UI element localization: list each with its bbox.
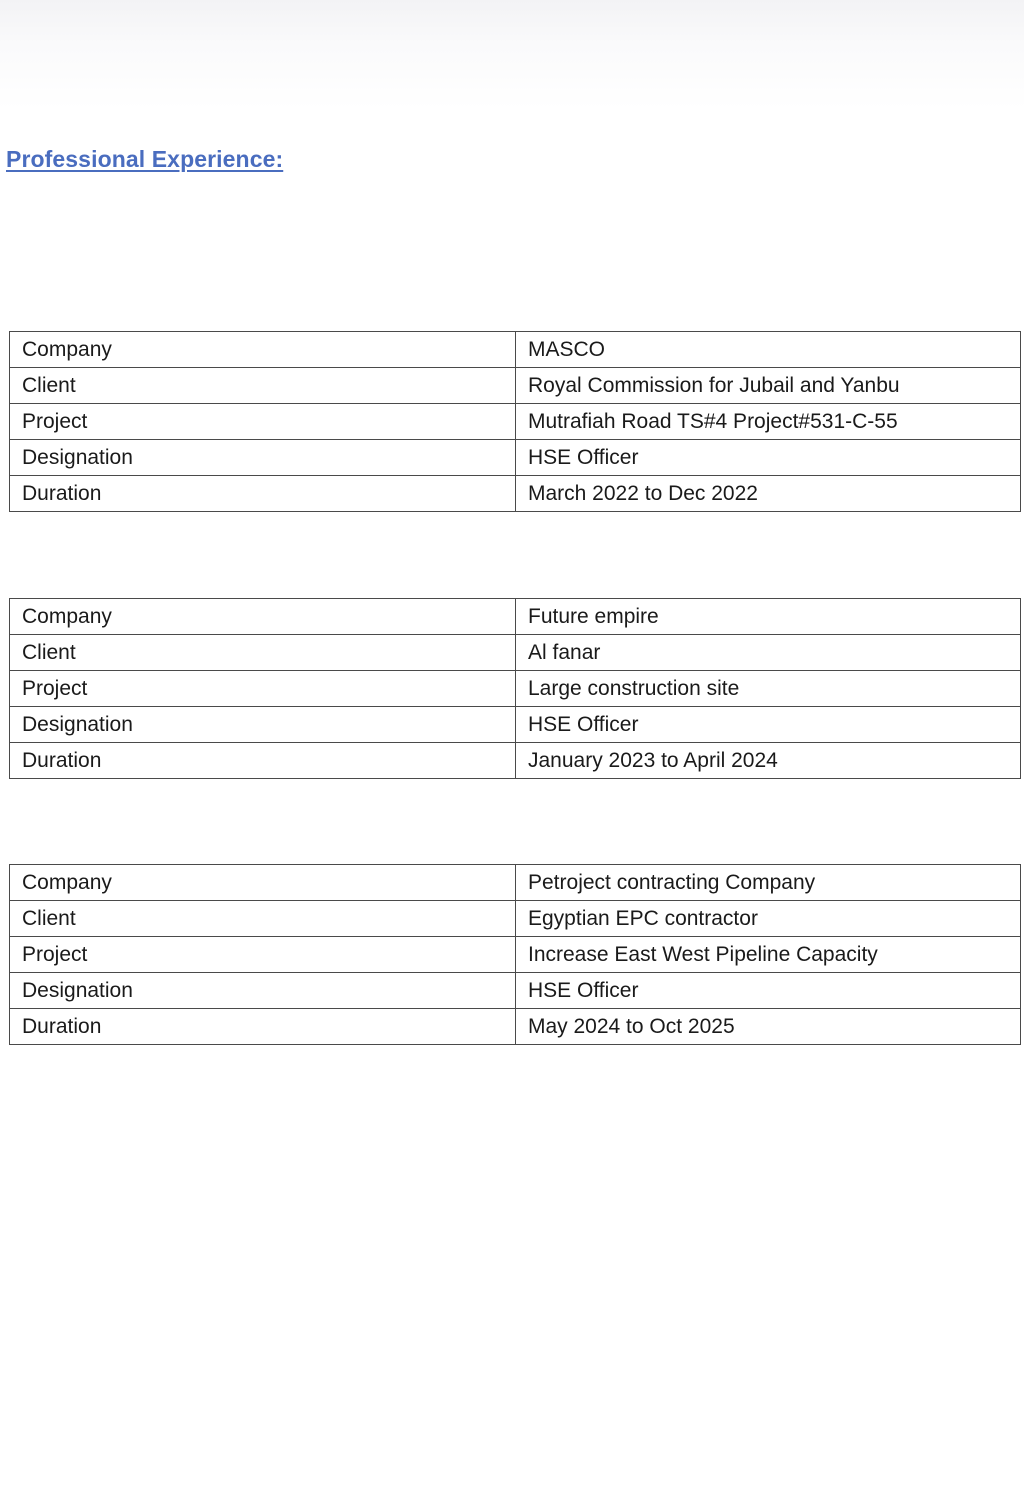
table-row-duration bbox=[10, 743, 1021, 779]
table-row-designation bbox=[10, 973, 1021, 1009]
row-label: Project bbox=[10, 937, 516, 973]
row-label: Designation bbox=[10, 973, 516, 1009]
row-value: Large construction site bbox=[516, 671, 1021, 707]
row-value: Mutrafiah Road TS#4 Project#531-C-55 bbox=[516, 404, 1021, 440]
row-label: Designation bbox=[10, 707, 516, 743]
row-value: March 2022 to Dec 2022 bbox=[516, 476, 1021, 512]
top-shade bbox=[0, 0, 1024, 110]
row-label: Company bbox=[10, 865, 516, 901]
row-value: MASCO bbox=[516, 332, 1021, 368]
table-row-duration bbox=[10, 476, 1021, 512]
table-row-company bbox=[10, 599, 1021, 635]
table-row-client bbox=[10, 368, 1021, 404]
row-value: HSE Officer bbox=[516, 707, 1021, 743]
row-label: Duration bbox=[10, 476, 516, 512]
row-label: Company bbox=[10, 599, 516, 635]
table-row-client bbox=[10, 635, 1021, 671]
table-row-company bbox=[10, 332, 1021, 368]
row-label: Company bbox=[10, 332, 516, 368]
row-label: Project bbox=[10, 404, 516, 440]
table-row-project bbox=[10, 671, 1021, 707]
row-value: January 2023 to April 2024 bbox=[516, 743, 1021, 779]
row-label: Duration bbox=[10, 743, 516, 779]
section-title: Professional Experience: bbox=[6, 146, 284, 172]
row-value: Future empire bbox=[516, 599, 1021, 635]
row-value: Egyptian EPC contractor bbox=[516, 901, 1021, 937]
table-row-duration bbox=[10, 1009, 1021, 1045]
table-row-project bbox=[10, 937, 1021, 973]
table-row-company bbox=[10, 865, 1021, 901]
experience-table-1 bbox=[9, 331, 1021, 512]
row-value: Increase East West Pipeline Capacity bbox=[516, 937, 1021, 973]
table-row-client bbox=[10, 901, 1021, 937]
row-value: HSE Officer bbox=[516, 440, 1021, 476]
row-label: Project bbox=[10, 671, 516, 707]
experience-table-2 bbox=[9, 598, 1021, 779]
row-value: Al fanar bbox=[516, 635, 1021, 671]
row-label: Client bbox=[10, 368, 516, 404]
table-row-designation bbox=[10, 707, 1021, 743]
row-label: Designation bbox=[10, 440, 516, 476]
row-label: Client bbox=[10, 635, 516, 671]
row-label: Duration bbox=[10, 1009, 516, 1045]
row-value: May 2024 to Oct 2025 bbox=[516, 1009, 1021, 1045]
row-value: Petroject contracting Company bbox=[516, 865, 1021, 901]
table-row-designation bbox=[10, 440, 1021, 476]
row-label: Client bbox=[10, 901, 516, 937]
row-value: HSE Officer bbox=[516, 973, 1021, 1009]
row-value: Royal Commission for Jubail and Yanbu bbox=[516, 368, 1021, 404]
experience-table-3 bbox=[9, 864, 1021, 1045]
table-row-project bbox=[10, 404, 1021, 440]
